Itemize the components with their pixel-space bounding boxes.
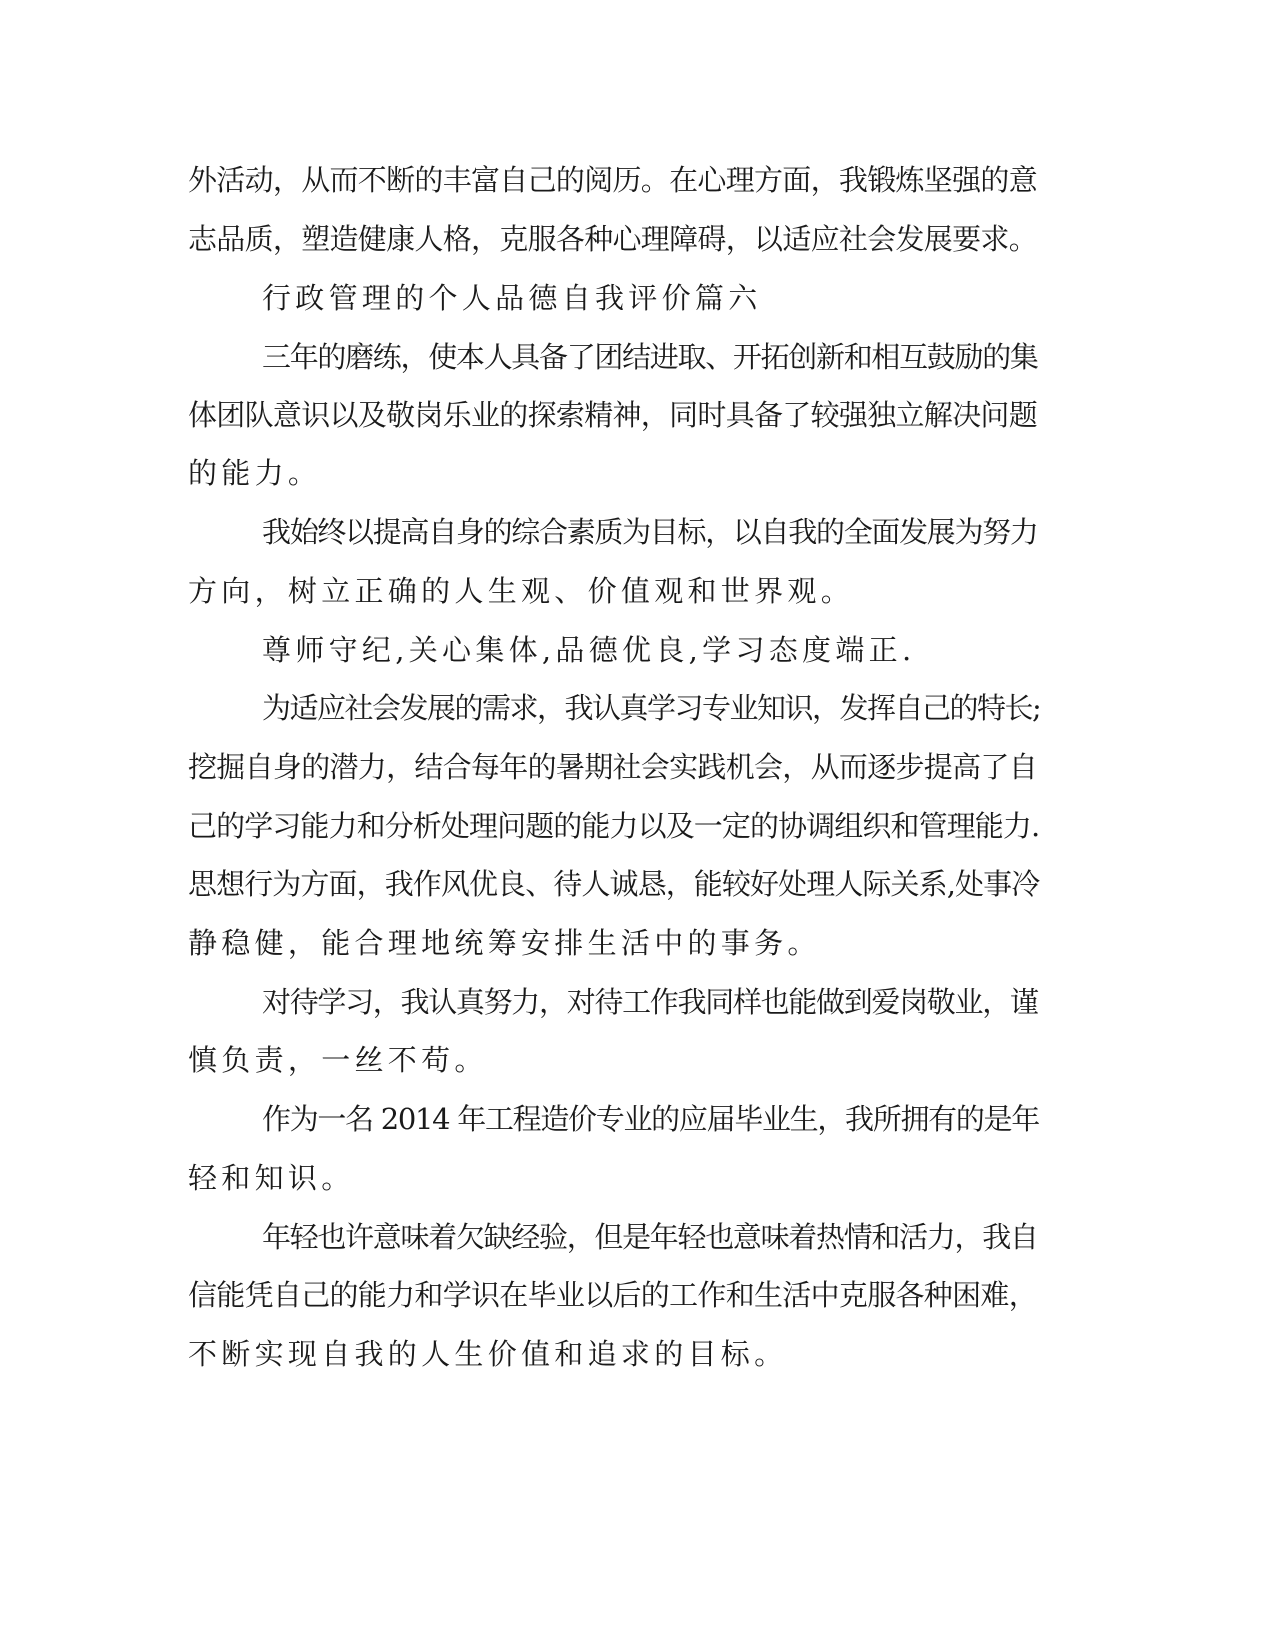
- text-line: 信能凭自己的能力和学识在毕业以后的工作和生活中克服各种困难，: [188, 1278, 1038, 1312]
- text-line: 静稳健，能合理地统筹安排生活中的事务。: [188, 926, 821, 960]
- text-line: 慎负责，一丝不苟。: [188, 1043, 488, 1077]
- text-line: 我始终以提高自身的综合素质为目标，以自我的全面发展为努力: [262, 515, 1038, 549]
- text-line: 为适应社会发展的需求，我认真学习专业知识，发挥自己的特长;: [262, 691, 1041, 725]
- text-line: 轻和知识。: [188, 1161, 355, 1195]
- text-line: 三年的磨练，使本人具备了团结进取、开拓创新和相互鼓励的集: [262, 340, 1038, 374]
- text-line: 作为一名 2014 年工程造价专业的应届毕业生，我所拥有的是年: [262, 1102, 1039, 1136]
- text-line: 尊师守纪,关心集体,品德优良,学习态度端正.: [262, 633, 916, 667]
- text-line: 外活动，从而不断的丰富自己的阅历。在心理方面，我锻炼坚强的意: [188, 163, 1038, 197]
- text-line: 年轻也许意味着欠缺经验，但是年轻也意味着热情和活力，我自: [262, 1220, 1038, 1254]
- text-line: 不断实现自我的人生价值和追求的目标。: [188, 1337, 788, 1371]
- text-line: 思想行为方面，我作风优良、待人诚恳，能较好处理人际关系,处事冷: [188, 867, 1040, 901]
- text-line: 己的学习能力和分析处理问题的能力以及一定的协调组织和管理能力.: [188, 809, 1040, 843]
- text-line: 挖掘自身的潜力，结合每年的暑期社会实践机会，从而逐步提高了自: [188, 750, 1038, 784]
- text-line: 方向，树立正确的人生观、价值观和世界观。: [188, 574, 855, 608]
- text-line: 对待学习，我认真努力，对待工作我同样也能做到爱岗敬业，谨: [262, 985, 1038, 1019]
- text-line: 的能力。: [188, 456, 322, 490]
- text-line: 志品质，塑造健康人格，克服各种心理障碍，以适应社会发展要求。: [188, 222, 1038, 256]
- section-heading: 行政管理的个人品德自我评价篇六: [262, 281, 762, 315]
- text-line: 体团队意识以及敬岗乐业的探索精神，同时具备了较强独立解决问题: [188, 398, 1038, 432]
